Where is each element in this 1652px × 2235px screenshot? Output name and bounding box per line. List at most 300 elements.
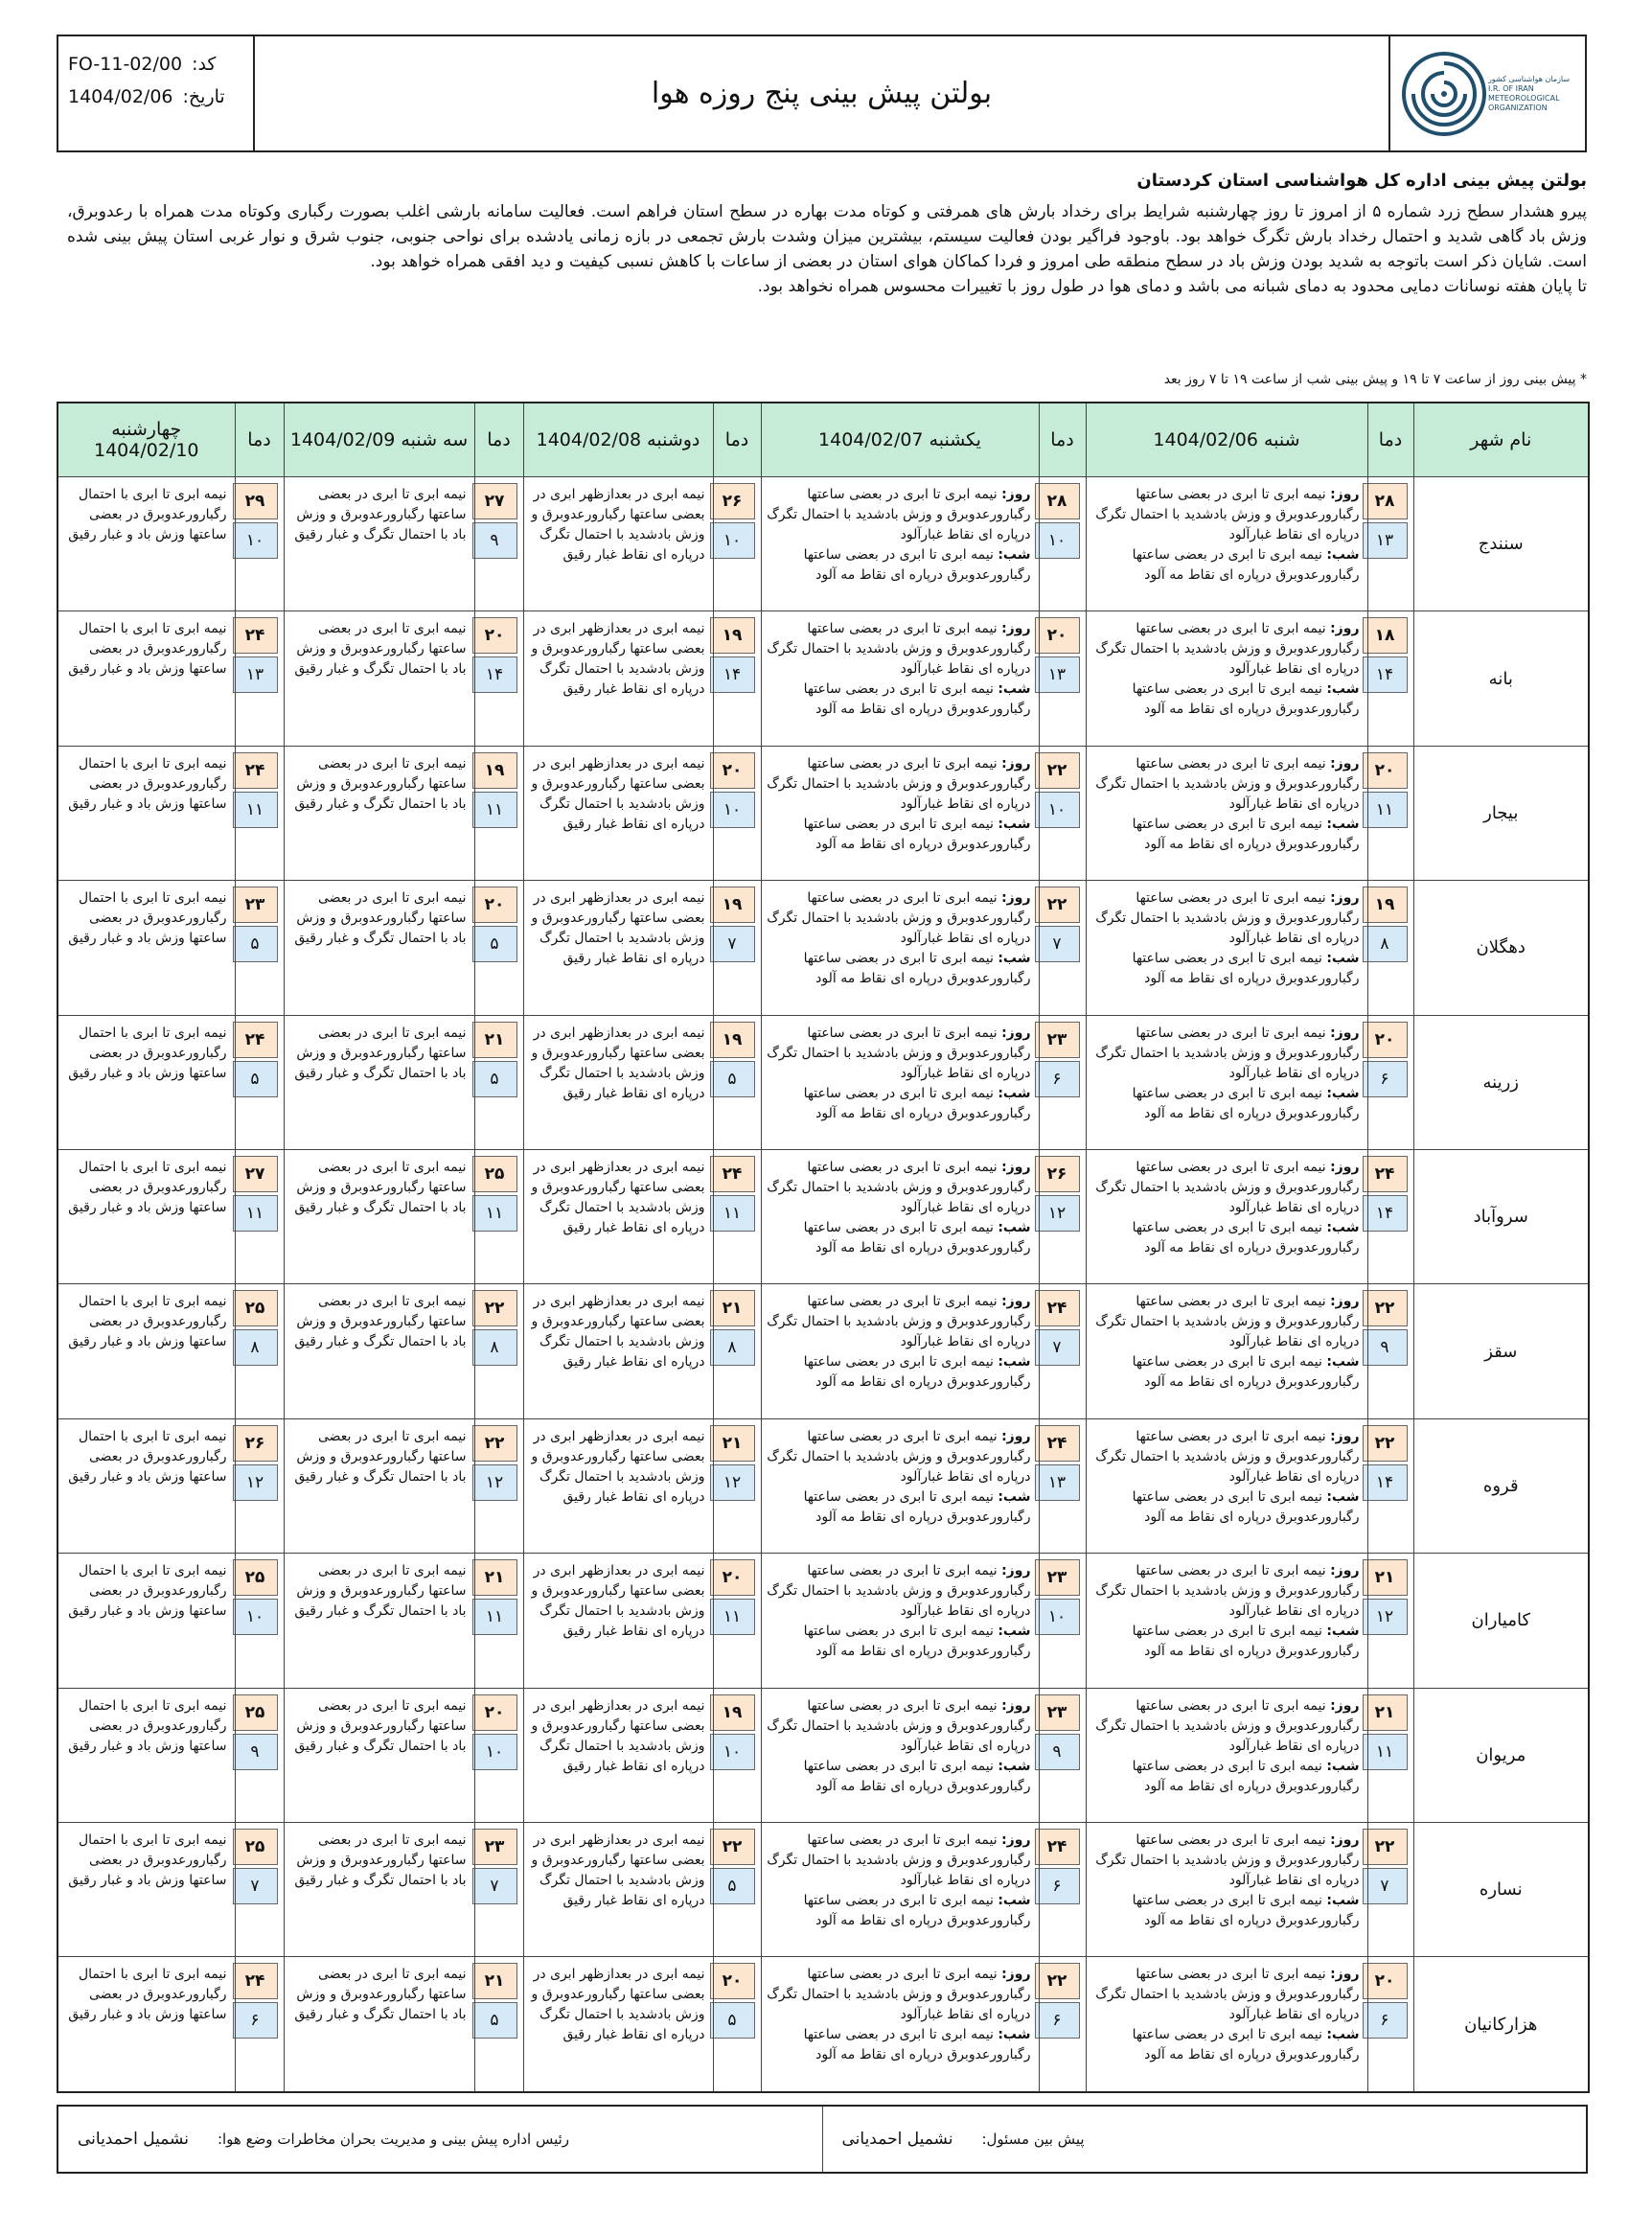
night-text: نیمه ابری تا ابری در بعضی ساعتها رگبارورعدوبرق درپاره ای نقاط مه آلود <box>1132 1354 1360 1391</box>
min-temp: ۱۲ <box>710 1464 755 1501</box>
head-label: رئیس اداره پیش بینی و مدیریت بحران مخاطرات وضع هوا: <box>217 2131 570 2148</box>
max-temp: ۲۵ <box>472 1156 517 1192</box>
city-name: سقز <box>1413 1284 1589 1418</box>
night-text: نیمه ابری تا ابری در بعضی ساعتها رگبارورعدوبرق درپاره ای نقاط مه آلود <box>1132 1758 1360 1794</box>
code-value: FO-11-02/00 <box>68 54 183 75</box>
night-forecast <box>1090 1352 1360 1393</box>
night-forecast <box>766 680 1031 720</box>
forecast-description: نیمه ابری تا ابری با احتمال رگبارورعدوبرق در بعضی ساعتها وزش باد و غبار رقیق <box>57 1823 235 1957</box>
temperature-cell <box>474 746 523 880</box>
table-header-row <box>57 403 1589 477</box>
forecast-description: نیمه ابری تا ابری با احتمال رگبارورعدوبرق در بعضی ساعتها وزش باد و غبار رقیق <box>57 477 235 611</box>
temperature-cell <box>1039 881 1086 1015</box>
day-text: نیمه ابری تا ابری در بعضی ساعتها رگبارورعدوبرق و وزش بادشدید با احتمال تگرگ درپاره ای نقاط غبارآلود <box>1095 621 1360 678</box>
bulletin-title: بولتن پیش بینی پنج روزه هوا <box>651 77 993 110</box>
max-temp: ۲۲ <box>710 1829 755 1865</box>
temperature-cell <box>713 611 761 746</box>
temperature-cell <box>1367 1688 1413 1822</box>
city-name: کامیاران <box>1413 1554 1589 1688</box>
max-temp: ۲۷ <box>472 483 517 519</box>
forecast-description <box>1086 1418 1367 1553</box>
min-temp: ۵ <box>233 1061 278 1097</box>
day-label: روز: <box>1001 890 1031 907</box>
night-label: شب: <box>998 547 1031 563</box>
min-temp: ۶ <box>1035 1868 1080 1904</box>
min-temp: ۷ <box>233 1868 278 1904</box>
min-temp: ۱۴ <box>1363 1464 1408 1501</box>
min-temp: ۷ <box>472 1868 517 1904</box>
forecast-description: نیمه ابری تا ابری با احتمال رگبارورعدوبرق در بعضی ساعتها وزش باد و غبار رقیق <box>57 881 235 1015</box>
city-name: نساره <box>1413 1823 1589 1957</box>
forecast-description: نیمه ابری تا ابری با احتمال رگبارورعدوبرق در بعضی ساعتها وزش باد و غبار رقیق <box>57 746 235 880</box>
logo-line: I.R. OF IRAN <box>1487 83 1534 93</box>
temperature-cell <box>1039 611 1086 746</box>
temperature-cell <box>1367 881 1413 1015</box>
night-label: شب: <box>998 1085 1031 1101</box>
day-label: روز: <box>1330 1160 1360 1176</box>
table-row <box>57 1823 1589 1957</box>
temperature-cell <box>1039 1418 1086 1553</box>
night-forecast <box>1090 1622 1360 1662</box>
temperature-cell <box>474 477 523 611</box>
max-temp: ۱۹ <box>710 1694 755 1731</box>
max-temp: ۲۵ <box>233 1694 278 1731</box>
night-label: شب: <box>998 951 1031 967</box>
min-temp: ۱۰ <box>1035 792 1080 828</box>
max-temp: ۲۳ <box>1035 1559 1080 1596</box>
max-temp: ۲۲ <box>1035 887 1080 923</box>
day-text: نیمه ابری تا ابری در بعضی ساعتها رگبارورعدوبرق و وزش بادشدید با احتمال تگرگ درپاره ای نقاط غبارآلود <box>767 755 1031 812</box>
night-forecast <box>1090 949 1360 989</box>
night-label: شب: <box>1326 816 1360 832</box>
max-temp: ۲۴ <box>1035 1290 1080 1326</box>
day-header: چهارشنبه 1404/02/10 <box>57 403 235 477</box>
day-label: روز: <box>1330 1428 1360 1444</box>
city-name: سروآباد <box>1413 1150 1589 1284</box>
forecast-description: نیمه ابری تا ابری در بعضی ساعتها رگبارورعدوبرق و وزش باد با احتمال تگرگ و غبار رقیق <box>284 746 474 880</box>
city-name: دهگلان <box>1413 881 1589 1015</box>
night-label: شب: <box>1326 2027 1360 2043</box>
max-temp: ۱۹ <box>710 1022 755 1058</box>
max-temp: ۲۶ <box>1035 1156 1080 1192</box>
forecast-description <box>761 611 1039 746</box>
night-text: نیمه ابری تا ابری در بعضی ساعتها رگبارورعدوبرق درپاره ای نقاط مه آلود <box>803 1220 1031 1256</box>
min-temp: ۱۰ <box>1035 522 1080 559</box>
day-forecast <box>1090 1965 1360 2025</box>
max-temp: ۲۰ <box>710 752 755 789</box>
night-text: نیمه ابری تا ابری در بعضی ساعتها رگبارورعدوبرق درپاره ای نقاط مه آلود <box>1132 1624 1360 1660</box>
forecast-description <box>761 477 1039 611</box>
forecast-note: * پیش بینی روز از ساعت ۷ تا ۱۹ و پیش بینی شب از ساعت ۱۹ تا ۷ روز بعد <box>1163 372 1587 387</box>
temperature-cell <box>1039 1284 1086 1418</box>
city-name: مریوان <box>1413 1688 1589 1822</box>
min-temp: ۵ <box>472 926 517 962</box>
night-text: نیمه ابری تا ابری در بعضی ساعتها رگبارورعدوبرق درپاره ای نقاط مه آلود <box>1132 547 1360 583</box>
day-forecast <box>1090 619 1360 680</box>
temperature-cell <box>474 611 523 746</box>
forecast-description: نیمه ابری تا ابری در بعضی ساعتها رگبارورعدوبرق و وزش باد با احتمال تگرگ و غبار رقیق <box>284 1554 474 1688</box>
night-forecast <box>1090 1084 1360 1124</box>
document-meta <box>58 36 255 150</box>
temperature-cell <box>474 1418 523 1553</box>
forecast-description: نیمه ابری تا ابری با احتمال رگبارورعدوبرق در بعضی ساعتها وزش باد و غبار رقیق <box>57 1284 235 1418</box>
intro-title: بولتن پیش بینی اداره کل هواشناسی استان کردستان <box>1136 171 1587 191</box>
temperature-cell <box>713 881 761 1015</box>
forecast-description <box>1086 746 1367 880</box>
max-temp: ۲۰ <box>1363 1022 1408 1058</box>
day-text: نیمه ابری تا ابری در بعضی ساعتها رگبارورعدوبرق و وزش بادشدید با احتمال تگرگ درپاره ای نقاط غبارآلود <box>767 1967 1031 2023</box>
day-header: سه شنبه 1404/02/09 <box>284 403 474 477</box>
day-label: روز: <box>1001 1025 1031 1041</box>
table-row <box>57 881 1589 1015</box>
day-forecast <box>766 1158 1031 1218</box>
max-temp: ۲۱ <box>472 1022 517 1058</box>
night-forecast <box>766 1891 1031 1931</box>
logo-area <box>1388 36 1585 150</box>
day-label: روز: <box>1330 1832 1360 1849</box>
forecast-description <box>761 746 1039 880</box>
day-text: نیمه ابری تا ابری در بعضی ساعتها رگبارورعدوبرق و وزش بادشدید با احتمال تگرگ درپاره ای نقاط غبارآلود <box>767 1832 1031 1889</box>
code-label: کد: <box>192 54 217 75</box>
day-label: روز: <box>1330 1294 1360 1310</box>
max-temp: ۲۱ <box>472 1963 517 1999</box>
forecast-description <box>1086 1823 1367 1957</box>
forecast-description <box>1086 477 1367 611</box>
max-temp: ۲۱ <box>1363 1559 1408 1596</box>
day-forecast <box>1090 1158 1360 1218</box>
table-row <box>57 1957 1589 2092</box>
day-forecast <box>1090 485 1360 545</box>
night-text: نیمه ابری تا ابری در بعضی ساعتها رگبارورعدوبرق درپاره ای نقاط مه آلود <box>1132 681 1360 718</box>
forecast-description: نیمه ابری تا ابری در بعضی ساعتها رگبارورعدوبرق و وزش باد با احتمال تگرگ و غبار رقیق <box>284 1823 474 1957</box>
logo-line: METEOROLOGICAL <box>1487 93 1560 103</box>
min-temp: ۱۲ <box>1363 1599 1408 1635</box>
min-temp: ۱۰ <box>710 522 755 559</box>
temperature-cell <box>1367 1957 1413 2092</box>
forecast-description: نیمه ابری تا ابری در بعضی ساعتها رگبارورعدوبرق و وزش باد با احتمال تگرگ و غبار رقیق <box>284 1284 474 1418</box>
temperature-cell <box>1367 1150 1413 1284</box>
min-temp: ۵ <box>710 1061 755 1097</box>
night-forecast <box>766 1218 1031 1258</box>
bulletin-header <box>57 35 1587 152</box>
night-text: نیمه ابری تا ابری در بعضی ساعتها رگبارورعدوبرق درپاره ای نقاط مه آلود <box>803 951 1031 987</box>
day-text: نیمه ابری تا ابری در بعضی ساعتها رگبارورعدوبرق و وزش بادشدید با احتمال تگرگ درپاره ای نقاط غبارآلود <box>767 1697 1031 1754</box>
city-name: بانه <box>1413 611 1589 746</box>
night-text: نیمه ابری تا ابری در بعضی ساعتها رگبارورعدوبرق درپاره ای نقاط مه آلود <box>803 1488 1031 1525</box>
night-label: شب: <box>998 681 1031 698</box>
min-temp: ۱۰ <box>1035 1599 1080 1635</box>
day-label: روز: <box>1330 890 1360 907</box>
min-temp: ۸ <box>233 1329 278 1366</box>
day-forecast <box>766 1292 1031 1352</box>
day-label: روز: <box>1330 1563 1360 1579</box>
forecast-description: نیمه ابری تا ابری با احتمال رگبارورعدوبرق در بعضی ساعتها وزش باد و غبار رقیق <box>57 1957 235 2092</box>
max-temp: ۲۲ <box>472 1290 517 1326</box>
day-label: روز: <box>1001 1160 1031 1176</box>
day-forecast <box>766 888 1031 949</box>
intro-section <box>67 169 1587 299</box>
logo-line: سازمان هواشناسی کشور <box>1487 74 1571 83</box>
day-forecast <box>1090 1292 1360 1352</box>
day-label: روز: <box>1330 487 1360 502</box>
day-label: روز: <box>1001 755 1031 772</box>
night-forecast <box>766 2025 1031 2065</box>
day-text: نیمه ابری تا ابری در بعضی ساعتها رگبارورعدوبرق و وزش بادشدید با احتمال تگرگ درپاره ای نقاط غبارآلود <box>767 1025 1031 1081</box>
night-label: شب: <box>998 1488 1031 1505</box>
city-name: هزارکانیان <box>1413 1957 1589 2092</box>
max-temp: ۲۱ <box>472 1559 517 1596</box>
forecast-description: نیمه ابری در بعدازظهر ابری در بعضی ساعتها رگبارورعدوبرق و وزش بادشدید با احتمال تگرگ درپاره ای نقاط غبار رقیق <box>523 611 713 746</box>
temperature-cell <box>1039 1554 1086 1688</box>
night-forecast <box>766 1084 1031 1124</box>
temperature-cell <box>713 746 761 880</box>
temp-header: دما <box>713 403 761 477</box>
min-temp: ۱۴ <box>710 657 755 693</box>
temperature-cell <box>1039 746 1086 880</box>
temperature-cell <box>713 1418 761 1553</box>
temperature-cell <box>474 1284 523 1418</box>
temperature-cell <box>1367 611 1413 746</box>
night-label: شب: <box>1326 681 1360 698</box>
night-label: شب: <box>1326 1354 1360 1371</box>
temp-header: دما <box>1367 403 1413 477</box>
max-temp: ۲۴ <box>233 1963 278 1999</box>
temp-header: دما <box>1039 403 1086 477</box>
max-temp: ۲۱ <box>710 1290 755 1326</box>
min-temp: ۱۴ <box>1363 657 1408 693</box>
night-label: شب: <box>1326 547 1360 563</box>
temp-header: دما <box>235 403 284 477</box>
max-temp: ۲۴ <box>1363 1156 1408 1192</box>
date-value: 1404/02/06 <box>68 86 173 107</box>
max-temp: ۲۲ <box>472 1425 517 1462</box>
night-label: شب: <box>998 2027 1031 2043</box>
min-temp: ۷ <box>1035 926 1080 962</box>
max-temp: ۱۹ <box>710 617 755 654</box>
night-text: نیمه ابری تا ابری در بعضی ساعتها رگبارورعدوبرق درپاره ای نقاط مه آلود <box>803 1758 1031 1794</box>
max-temp: ۲۲ <box>1363 1829 1408 1865</box>
forecast-description <box>761 1688 1039 1822</box>
temperature-cell <box>1039 1957 1086 2092</box>
night-text: نیمه ابری تا ابری در بعضی ساعتها رگبارورعدوبرق درپاره ای نقاط مه آلود <box>803 547 1031 583</box>
min-temp: ۹ <box>1363 1329 1408 1366</box>
max-temp: ۱۸ <box>1363 617 1408 654</box>
intro-paragraph: تا پایان هفته نوسانات دمایی محدود به دمای شبانه می باشد و دمای هوا در طول روز با تغییرات محسوس همراه نخواهد بود. <box>757 277 1587 296</box>
temperature-cell <box>713 1823 761 1957</box>
night-label: شب: <box>998 816 1031 832</box>
night-forecast <box>766 1352 1031 1393</box>
day-text: نیمه ابری تا ابری در بعضی ساعتها رگبارورعدوبرق و وزش بادشدید با احتمال تگرگ درپاره ای نقاط غبارآلود <box>1095 1025 1360 1081</box>
temperature-cell <box>235 1015 284 1149</box>
forecast-description: نیمه ابری در بعدازظهر ابری در بعضی ساعتها رگبارورعدوبرق و وزش بادشدید با احتمال تگرگ درپاره ای نقاط غبار رقیق <box>523 1688 713 1822</box>
max-temp: ۲۴ <box>1035 1425 1080 1462</box>
night-text: نیمه ابری تا ابری در بعضی ساعتها رگبارورعدوبرق درپاره ای نقاط مه آلود <box>1132 1893 1360 1929</box>
day-text: نیمه ابری تا ابری در بعضی ساعتها رگبارورعدوبرق و وزش بادشدید با احتمال تگرگ درپاره ای نقاط غبارآلود <box>1095 1967 1360 2023</box>
day-forecast <box>1090 888 1360 949</box>
min-temp: ۶ <box>233 2002 278 2039</box>
forecast-description: نیمه ابری تا ابری در بعضی ساعتها رگبارورعدوبرق و وزش باد با احتمال تگرگ و غبار رقیق <box>284 1688 474 1822</box>
max-temp: ۲۵ <box>233 1290 278 1326</box>
max-temp: ۲۰ <box>1363 752 1408 789</box>
night-forecast <box>1090 1218 1360 1258</box>
temperature-cell <box>1367 1823 1413 1957</box>
temperature-cell <box>235 1284 284 1418</box>
day-text: نیمه ابری تا ابری در بعضی ساعتها رگبارورعدوبرق و وزش بادشدید با احتمال تگرگ درپاره ای نقاط غبارآلود <box>767 890 1031 947</box>
min-temp: ۱۰ <box>472 1734 517 1770</box>
logo-line: ORGANIZATION <box>1487 103 1548 112</box>
forecast-description <box>1086 881 1367 1015</box>
forecast-description: نیمه ابری تا ابری در بعضی ساعتها رگبارورعدوبرق و وزش باد با احتمال تگرگ و غبار رقیق <box>284 1150 474 1284</box>
min-temp: ۱۴ <box>1363 1195 1408 1232</box>
max-temp: ۲۸ <box>1035 483 1080 519</box>
temperature-cell <box>713 477 761 611</box>
max-temp: ۲۶ <box>233 1425 278 1462</box>
night-label: شب: <box>998 1624 1031 1640</box>
min-temp: ۹ <box>1035 1734 1080 1770</box>
max-temp: ۲۲ <box>1363 1425 1408 1462</box>
day-text: نیمه ابری تا ابری در بعضی ساعتها رگبارورعدوبرق و وزش بادشدید با احتمال تگرگ درپاره ای نقاط غبارآلود <box>1095 1428 1360 1485</box>
max-temp: ۲۰ <box>1035 617 1080 654</box>
max-temp: ۲۰ <box>472 1694 517 1731</box>
min-temp: ۱۳ <box>1035 657 1080 693</box>
day-forecast <box>766 1024 1031 1084</box>
night-forecast <box>766 949 1031 989</box>
forecast-description <box>761 1284 1039 1418</box>
min-temp: ۱۳ <box>233 657 278 693</box>
forecast-description <box>1086 1688 1367 1822</box>
forecast-description <box>761 1823 1039 1957</box>
temperature-cell <box>1039 1015 1086 1149</box>
min-temp: ۷ <box>1035 1329 1080 1366</box>
forecast-description: نیمه ابری تا ابری با احتمال رگبارورعدوبرق در بعضی ساعتها وزش باد و غبار رقیق <box>57 1150 235 1284</box>
day-text: نیمه ابری تا ابری در بعضی ساعتها رگبارورعدوبرق و وزش بادشدید با احتمال تگرگ درپاره ای نقاط غبارآلود <box>1095 1697 1360 1754</box>
max-temp: ۲۰ <box>472 617 517 654</box>
min-temp: ۱۲ <box>233 1464 278 1501</box>
night-label: شب: <box>1326 1085 1360 1101</box>
max-temp: ۲۱ <box>1363 1694 1408 1731</box>
max-temp: ۲۳ <box>1035 1694 1080 1731</box>
day-forecast <box>1090 754 1360 815</box>
temperature-cell <box>235 1150 284 1284</box>
max-temp: ۲۳ <box>233 887 278 923</box>
day-label: روز: <box>1001 621 1031 637</box>
min-temp: ۱۰ <box>710 792 755 828</box>
city-header: نام شهر <box>1413 403 1589 477</box>
day-text: نیمه ابری تا ابری در بعضی ساعتها رگبارورعدوبرق و وزش بادشدید با احتمال تگرگ درپاره ای نقاط غبارآلود <box>767 1563 1031 1620</box>
temperature-cell <box>713 1150 761 1284</box>
night-text: نیمه ابری تا ابری در بعضی ساعتها رگبارورعدوبرق درپاره ای نقاط مه آلود <box>803 681 1031 718</box>
day-label: روز: <box>1001 1967 1031 1983</box>
forecast-description: نیمه ابری تا ابری در بعضی ساعتها رگبارورعدوبرق و وزش باد با احتمال تگرگ و غبار رقیق <box>284 881 474 1015</box>
min-temp: ۶ <box>1035 1061 1080 1097</box>
min-temp: ۱۱ <box>710 1599 755 1635</box>
table-row <box>57 1418 1589 1553</box>
min-temp: ۶ <box>1363 2002 1408 2039</box>
day-forecast <box>766 1561 1031 1622</box>
min-temp: ۱۱ <box>472 1195 517 1232</box>
forecast-description <box>761 881 1039 1015</box>
night-label: شب: <box>998 1893 1031 1909</box>
max-temp: ۲۵ <box>233 1829 278 1865</box>
min-temp: ۵ <box>710 1868 755 1904</box>
day-forecast <box>1090 1561 1360 1622</box>
table-row <box>57 477 1589 611</box>
min-temp: ۱۱ <box>472 792 517 828</box>
max-temp: ۲۷ <box>233 1156 278 1192</box>
temperature-cell <box>474 1150 523 1284</box>
min-temp: ۱۰ <box>710 1734 755 1770</box>
min-temp: ۱۱ <box>233 792 278 828</box>
day-forecast <box>1090 1696 1360 1757</box>
day-forecast <box>766 1696 1031 1757</box>
min-temp: ۱۱ <box>1363 1734 1408 1770</box>
city-name: بیجار <box>1413 746 1589 880</box>
day-text: نیمه ابری تا ابری در بعضی ساعتها رگبارورعدوبرق و وزش بادشدید با احتمال تگرگ درپاره ای نقاط غبارآلود <box>1095 890 1360 947</box>
max-temp: ۲۰ <box>710 1963 755 1999</box>
max-temp: ۲۱ <box>710 1425 755 1462</box>
forecaster-label: پیش بین مسئول: <box>981 2131 1085 2148</box>
temperature-cell <box>1367 1015 1413 1149</box>
night-forecast <box>1090 1891 1360 1931</box>
day-forecast <box>766 485 1031 545</box>
forecast-description: نیمه ابری در بعدازظهر ابری در بعضی ساعتها رگبارورعدوبرق و وزش بادشدید با احتمال تگرگ درپاره ای نقاط غبار رقیق <box>523 1150 713 1284</box>
day-text: نیمه ابری تا ابری در بعضی ساعتها رگبارورعدوبرق و وزش بادشدید با احتمال تگرگ درپاره ای نقاط غبارآلود <box>1095 487 1360 542</box>
forecast-description: نیمه ابری تا ابری با احتمال رگبارورعدوبرق در بعضی ساعتها وزش باد و غبار رقیق <box>57 1554 235 1688</box>
forecast-table <box>57 402 1590 2093</box>
max-temp: ۲۳ <box>472 1829 517 1865</box>
night-text: نیمه ابری تا ابری در بعضی ساعتها رگبارورعدوبرق درپاره ای نقاط مه آلود <box>1132 816 1360 852</box>
day-label: روز: <box>1330 621 1360 637</box>
min-temp: ۸ <box>710 1329 755 1366</box>
forecast-description: نیمه ابری در بعدازظهر ابری در بعضی ساعتها رگبارورعدوبرق و وزش بادشدید با احتمال تگرگ درپاره ای نقاط غبار رقیق <box>523 1284 713 1418</box>
forecast-description <box>1086 1554 1367 1688</box>
min-temp: ۱۱ <box>710 1195 755 1232</box>
day-text: نیمه ابری تا ابری در بعضی ساعتها رگبارورعدوبرق و وزش بادشدید با احتمال تگرگ درپاره ای نقاط غبارآلود <box>1095 1832 1360 1889</box>
temperature-cell <box>1367 1284 1413 1418</box>
max-temp: ۱۹ <box>710 887 755 923</box>
forecast-description <box>761 1418 1039 1553</box>
forecast-description: نیمه ابری در بعدازظهر ابری در بعضی ساعتها رگبارورعدوبرق و وزش بادشدید با احتمال تگرگ درپاره ای نقاط غبار رقیق <box>523 1418 713 1553</box>
day-text: نیمه ابری تا ابری در بعضی ساعتها رگبارورعدوبرق و وزش بادشدید با احتمال تگرگ درپاره ای نقاط غبارآلود <box>767 1428 1031 1485</box>
temperature-cell <box>1367 746 1413 880</box>
night-label: شب: <box>1326 1624 1360 1640</box>
min-temp: ۱۲ <box>1035 1195 1080 1232</box>
temperature-cell <box>713 1554 761 1688</box>
intro-paragraph: پیرو هشدار سطح زرد شماره ۵ از امروز تا روز چهارشنبه شرایط برای رخداد بارش های همرفتی و کوتاه مدت بهاره در سطح استان فراهم است. فعالیت سامانه بارشی اغلب بصورت رگباری وکوتاه مدت همراه با رعدوبرق، وزش باد گاهی شدید و احتمال رخداد بارش تگرگ خواهد بود. باوجود فراگیر بودن فعالیت سیستم، بیشترین میزان وشدت بارش تجمعی در بازه زمانی یادشده برای نواحی جنوبی، جنوب شرق و نوار غربی استان پیش بینی شده است. شایان ذکر است باتوجه به شدید بودن وزش باد در سطح منطقه طی امروز و فردا کماکان هوای استان در بعضی از ساعات با کاهش نسبی کیفیت و دید افقی همراه خواهد بود. <box>67 202 1587 271</box>
day-forecast <box>766 1831 1031 1891</box>
forecast-description <box>761 1554 1039 1688</box>
temperature-cell <box>474 1957 523 2092</box>
forecast-description <box>1086 1150 1367 1284</box>
max-temp: ۲۴ <box>1035 1829 1080 1865</box>
temperature-cell <box>235 1418 284 1553</box>
min-temp: ۱۱ <box>233 1195 278 1232</box>
min-temp: ۶ <box>1363 1061 1408 1097</box>
min-temp: ۷ <box>1363 1868 1408 1904</box>
forecast-description <box>1086 1015 1367 1149</box>
meteorological-organization-logo-icon <box>1400 50 1488 138</box>
min-temp: ۸ <box>472 1329 517 1366</box>
night-text: نیمه ابری تا ابری در بعضی ساعتها رگبارورعدوبرق درپاره ای نقاط مه آلود <box>1132 1220 1360 1256</box>
day-label: روز: <box>1330 755 1360 772</box>
forecast-description <box>1086 1284 1367 1418</box>
table-row <box>57 1284 1589 1418</box>
max-temp: ۲۰ <box>1363 1963 1408 1999</box>
min-temp: ۵ <box>710 2002 755 2039</box>
night-text: نیمه ابری تا ابری در بعضی ساعتها رگبارورعدوبرق درپاره ای نقاط مه آلود <box>803 2027 1031 2063</box>
temperature-cell <box>235 746 284 880</box>
temperature-cell <box>1039 1688 1086 1822</box>
